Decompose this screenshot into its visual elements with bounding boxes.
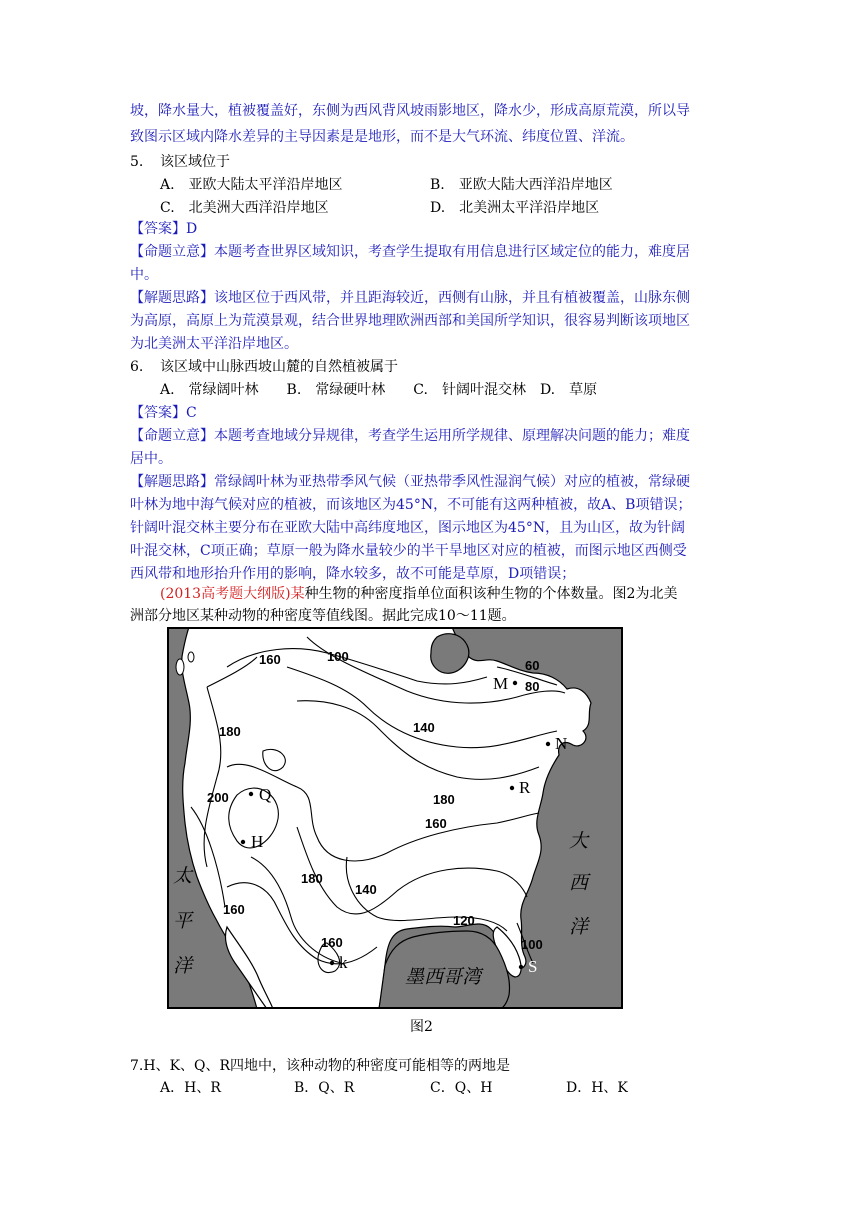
option-c: C. 北美洲大西洋沿岸地区 <box>160 200 329 216</box>
idea-line <box>130 287 690 309</box>
point-label-q: Q <box>259 785 272 804</box>
contour-label: 60 <box>525 658 540 673</box>
answer-value: C <box>186 405 197 421</box>
contour-label: 180 <box>433 792 455 807</box>
question-number: 5. <box>130 154 144 170</box>
source-first-char: 某 <box>290 586 305 602</box>
island <box>176 659 184 675</box>
contour-label: 120 <box>453 913 475 928</box>
answer-tag: 【答案】 <box>130 221 186 237</box>
option-a: A．H、R <box>160 1080 221 1096</box>
ocean-label-pacific: 平 <box>173 910 193 932</box>
question-number: 7. <box>130 1058 144 1074</box>
contour-label: 140 <box>413 720 435 735</box>
explanation-line: 坡，降水量大，植被覆盖好，东侧为西风背风坡雨影地区，降水少，形成高原荒漠，所以导 <box>130 103 690 119</box>
question-stem: 该区域中山脉西坡山麓的自然植被属于 <box>160 359 398 375</box>
point-label-h: H <box>251 832 264 851</box>
source-tag: (2013高考题大纲版) <box>160 586 291 602</box>
figure-caption: 图2 <box>410 1019 433 1035</box>
options-line: A. 常绿阔叶林 B. 常绿硬叶林 C. 针阔叶混交林 D. 草原 <box>160 382 598 398</box>
answer-line <box>130 402 197 424</box>
idea-tag: 【解题思路】 <box>130 290 214 306</box>
contour-label: 180 <box>219 724 241 739</box>
density-contour-map <box>167 627 623 1009</box>
option-d: D. 北美洲太平洋沿岸地区 <box>430 200 600 216</box>
contour-label: 160 <box>321 935 343 950</box>
ocean-label-atlantic: 西 <box>569 872 589 894</box>
idea-line: 叶林为地中海气候对应的植被，而该地区为45°N，不可能有这两种植被，故A、B项错误； <box>130 497 692 513</box>
question-stem: 该区域位于 <box>160 154 230 170</box>
intent-tag: 【命题立意】 <box>130 428 214 444</box>
source-text: 种生物的种密度指单位面积该种生物的个体数量。图2为北美 <box>304 586 678 602</box>
option-d: D．H、K <box>566 1080 628 1096</box>
option-b: B. 亚欧大陆大西洋沿岸地区 <box>430 177 613 193</box>
question-7 <box>130 1055 510 1077</box>
intent-line: 居中。 <box>130 451 172 467</box>
idea-line: 为北美洲太平洋沿岸地区。 <box>130 336 298 352</box>
idea-line: 叶混交林，C项正确；草原一般为降水量较少的半干旱地区对应的植被，而图示地区西侧受 <box>130 543 687 559</box>
option-c: C．Q、H <box>430 1080 493 1096</box>
explanation-line: 致图示区域内降水差异的主导因素是是地形，而不是大气环流、纬度位置、洋流。 <box>130 129 634 145</box>
ocean-label-atlantic: 大 <box>569 830 589 852</box>
intent-tag: 【命题立意】 <box>130 244 214 260</box>
contour-label: 200 <box>207 790 229 805</box>
intent-text: 本题考查世界区域知识，考查学生提取有用信息进行区域定位的能力，难度居 <box>214 244 690 260</box>
point-label-s: S <box>528 957 538 976</box>
idea-text: 该地区位于西风带，并且距海较近，西侧有山脉，并且有植被覆盖，山脉东侧 <box>214 290 690 306</box>
contour-label: 160 <box>425 816 447 831</box>
point-marker <box>249 792 253 796</box>
point-marker <box>330 961 334 965</box>
contour-label: 140 <box>355 882 377 897</box>
point-marker <box>519 965 523 969</box>
point-marker <box>546 742 550 746</box>
idea-line: 西风带和地形抬升作用的影响，降水较多，故不可能是草原，D项错误； <box>130 566 576 582</box>
answer-value: D <box>186 221 198 237</box>
contour-label: 180 <box>301 871 323 886</box>
idea-line: 针阔叶混交林主要分布在亚欧大陆中高纬度地区，图示地区为45°N，且为山区，故为针阔 <box>130 520 686 536</box>
question-5 <box>130 151 230 173</box>
point-label-k: k <box>339 953 348 972</box>
option-b: B．Q、R <box>294 1080 355 1096</box>
question-6 <box>130 356 398 378</box>
gulf-label: 墨西哥湾 <box>405 966 482 988</box>
answer-tag: 【答案】 <box>130 405 186 421</box>
point-marker <box>241 840 245 844</box>
point-label-n: N <box>555 734 568 753</box>
contour-label: 160 <box>259 652 281 667</box>
question-number: 6. <box>130 359 144 375</box>
idea-line: 为高原，高原上为荒漠景观，结合世界地理欧洲西部和美国所学知识，很容易判断该项地区 <box>130 313 690 329</box>
source-paragraph-line2: 洲部分地区某种动物的种密度等值线图。据此完成10～11题。 <box>130 608 516 624</box>
contour-label: 100 <box>521 937 543 952</box>
source-paragraph <box>160 583 677 605</box>
point-label-m: M <box>493 674 509 693</box>
contour-label: 100 <box>327 649 349 664</box>
point-marker <box>510 786 514 790</box>
ocean-label-pacific: 洋 <box>173 955 193 977</box>
answer-line <box>130 218 197 240</box>
island <box>188 652 194 662</box>
question-stem: H、K、Q、R四地中，该种动物的种密度可能相等的两地是 <box>143 1058 511 1074</box>
contour-label: 80 <box>525 679 540 694</box>
intent-line <box>130 241 690 263</box>
intent-text: 本题考查地域分异规律，考查学生运用所学规律、原理解决问题的能力；难度 <box>214 428 690 444</box>
idea-line <box>130 471 690 493</box>
idea-tag: 【解题思路】 <box>130 474 214 490</box>
contour-label: 160 <box>223 902 245 917</box>
option-a: A. 亚欧大陆太平洋沿岸地区 <box>160 177 343 193</box>
intent-line: 中。 <box>130 267 158 283</box>
ocean-label-atlantic: 洋 <box>569 916 589 938</box>
idea-text: 常绿阔叶林为亚热带季风气候（亚热带季风性湿润气候）对应的植被，常绿硬 <box>214 474 690 490</box>
point-marker <box>513 681 517 685</box>
ocean-label-pacific: 太 <box>173 865 193 887</box>
point-label-r: R <box>519 778 531 797</box>
intent-line <box>130 425 690 447</box>
